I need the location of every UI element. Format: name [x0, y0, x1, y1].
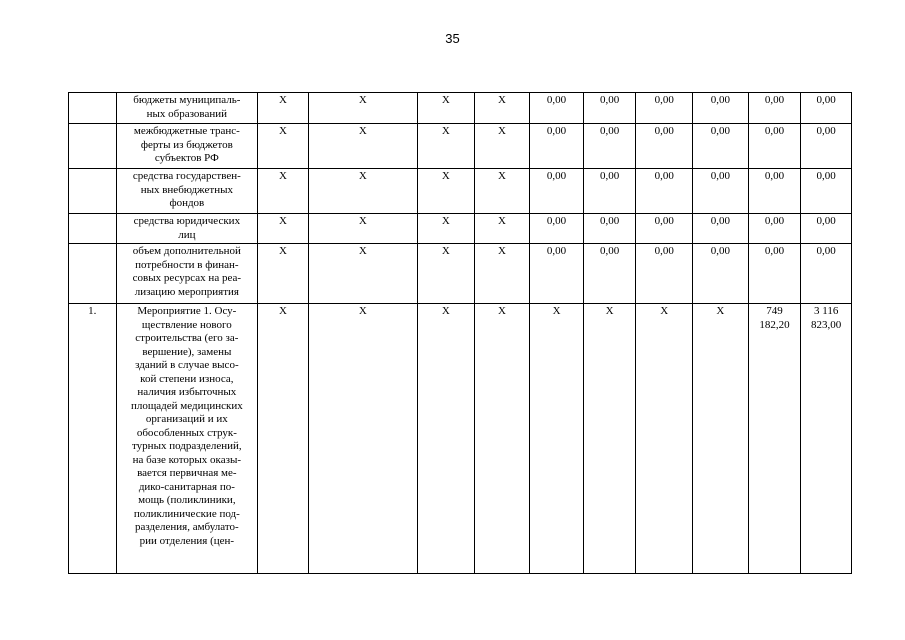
value-cell: 3 116 823,00 [801, 304, 852, 574]
description-line: организаций и их [145, 413, 228, 425]
description-line: разделения, амбулато- [135, 521, 239, 533]
description-line: обособленных струк- [136, 426, 237, 439]
value-cell: X [417, 244, 474, 304]
row-number-cell [69, 214, 117, 244]
description-cell [116, 169, 258, 214]
description-line: лиц [178, 228, 196, 241]
value-cell: 0,00 [693, 124, 749, 169]
description-line: наличия избыточных [137, 386, 237, 398]
budget-table [68, 92, 852, 574]
description-line: межбюджетные транс- [133, 125, 240, 137]
value-cell: X [258, 214, 309, 244]
description-line: ферты из бюджетов [140, 138, 233, 151]
value-cell: 0,00 [693, 244, 749, 304]
value-cell: 0,00 [748, 169, 801, 214]
value-cell: 0,00 [530, 214, 584, 244]
description-line: ществление нового [141, 318, 232, 331]
value-cell: X [308, 169, 417, 214]
value-cell: 0,00 [530, 244, 584, 304]
table-row [69, 169, 852, 214]
value-cell: 0,00 [636, 93, 693, 124]
value-cell: 0,00 [801, 244, 852, 304]
value-cell: X [258, 244, 309, 304]
value-cell: 0,00 [801, 124, 852, 169]
value-cell: 0,00 [693, 93, 749, 124]
description-line: рии отделения (цен- [139, 534, 235, 547]
description-line: субъектов РФ [154, 152, 219, 164]
value-cell: X [258, 169, 309, 214]
description-line: кой степени износа, [140, 372, 234, 385]
value-cell: 0,00 [801, 214, 852, 244]
value-cell: 0,00 [693, 169, 749, 214]
description-line: строительства (его за- [135, 332, 239, 344]
description-line: потребности в финан- [135, 258, 239, 271]
value-cell: X [474, 93, 530, 124]
description-cell [116, 214, 258, 244]
value-cell: X [474, 124, 530, 169]
row-number-cell [69, 124, 117, 169]
description-line: Мероприятие 1. Осу- [137, 305, 237, 317]
description-line: ных образований [146, 107, 228, 120]
description-line: средства юридических [133, 215, 241, 227]
value-cell: X [530, 304, 584, 574]
value-cell: 0,00 [583, 169, 636, 214]
description-cell [116, 93, 258, 124]
description-line: турных подразделений, [132, 440, 242, 452]
value-cell: X [258, 304, 309, 574]
value-cell: X [474, 169, 530, 214]
row-number-cell [69, 169, 117, 214]
description-line: вается первичная ме- [137, 467, 237, 479]
table-row [69, 214, 852, 244]
value-cell: X [474, 304, 530, 574]
table-row [69, 124, 852, 169]
value-cell: 0,00 [583, 244, 636, 304]
value-cell: X [308, 304, 417, 574]
description-line: на базе которых оказы- [132, 453, 242, 466]
description-line: площадей медицинских [130, 399, 243, 412]
row-number-cell [69, 93, 117, 124]
description-line: ных внебюджетных [140, 183, 233, 196]
value-cell: X [258, 124, 309, 169]
table-body [69, 93, 852, 574]
description-cell [116, 124, 258, 169]
value-cell: 749 182,20 [748, 304, 801, 574]
description-line: объем дополнительной [132, 245, 241, 257]
description-line: вершение), замены [142, 345, 232, 358]
value-cell: 0,00 [748, 214, 801, 244]
description-line: мощь (поликлиники, [138, 494, 236, 506]
value-cell: X [474, 244, 530, 304]
value-cell: X [417, 93, 474, 124]
row-number-cell: 1. [69, 304, 117, 574]
description-line: лизацию мероприятия [134, 285, 239, 298]
page-number: 35 [445, 31, 460, 46]
row-number-cell [69, 244, 117, 304]
value-cell: X [417, 214, 474, 244]
description-line: дико-санитарная по- [138, 480, 235, 493]
value-cell: X [417, 304, 474, 574]
value-cell: X [693, 304, 749, 574]
value-cell: 0,00 [693, 214, 749, 244]
value-cell: 0,00 [636, 244, 693, 304]
value-cell: X [258, 93, 309, 124]
value-cell: 0,00 [748, 93, 801, 124]
value-cell: 0,00 [530, 169, 584, 214]
value-cell: X [636, 304, 693, 574]
table-row [69, 244, 852, 304]
table-row [69, 304, 852, 574]
table-row [69, 93, 852, 124]
value-cell: 0,00 [636, 214, 693, 244]
description-line: бюджеты муниципаль- [133, 94, 241, 106]
value-cell: X [308, 244, 417, 304]
value-cell: 0,00 [530, 124, 584, 169]
value-cell: 0,00 [801, 169, 852, 214]
value-cell: 0,00 [583, 214, 636, 244]
value-cell: X [474, 214, 530, 244]
value-cell: 0,00 [583, 93, 636, 124]
description-cell [116, 244, 258, 304]
value-cell: 0,00 [801, 93, 852, 124]
description-line: зданий в случае высо- [135, 359, 239, 371]
value-cell: X [308, 214, 417, 244]
value-cell: X [417, 169, 474, 214]
value-cell: X [308, 93, 417, 124]
value-cell: 0,00 [748, 124, 801, 169]
value-cell: 0,00 [636, 124, 693, 169]
value-cell: X [417, 124, 474, 169]
value-cell: 0,00 [636, 169, 693, 214]
value-cell: 0,00 [583, 124, 636, 169]
value-cell: 0,00 [530, 93, 584, 124]
description-line: средства государствен- [132, 170, 241, 182]
description-line: фондов [169, 197, 205, 209]
value-cell: X [583, 304, 636, 574]
value-cell: 0,00 [748, 244, 801, 304]
value-cell: X [308, 124, 417, 169]
description-line: поликлинические под- [133, 507, 240, 520]
description-cell [116, 304, 258, 574]
description-line: совых ресурсах на реа- [132, 272, 242, 284]
